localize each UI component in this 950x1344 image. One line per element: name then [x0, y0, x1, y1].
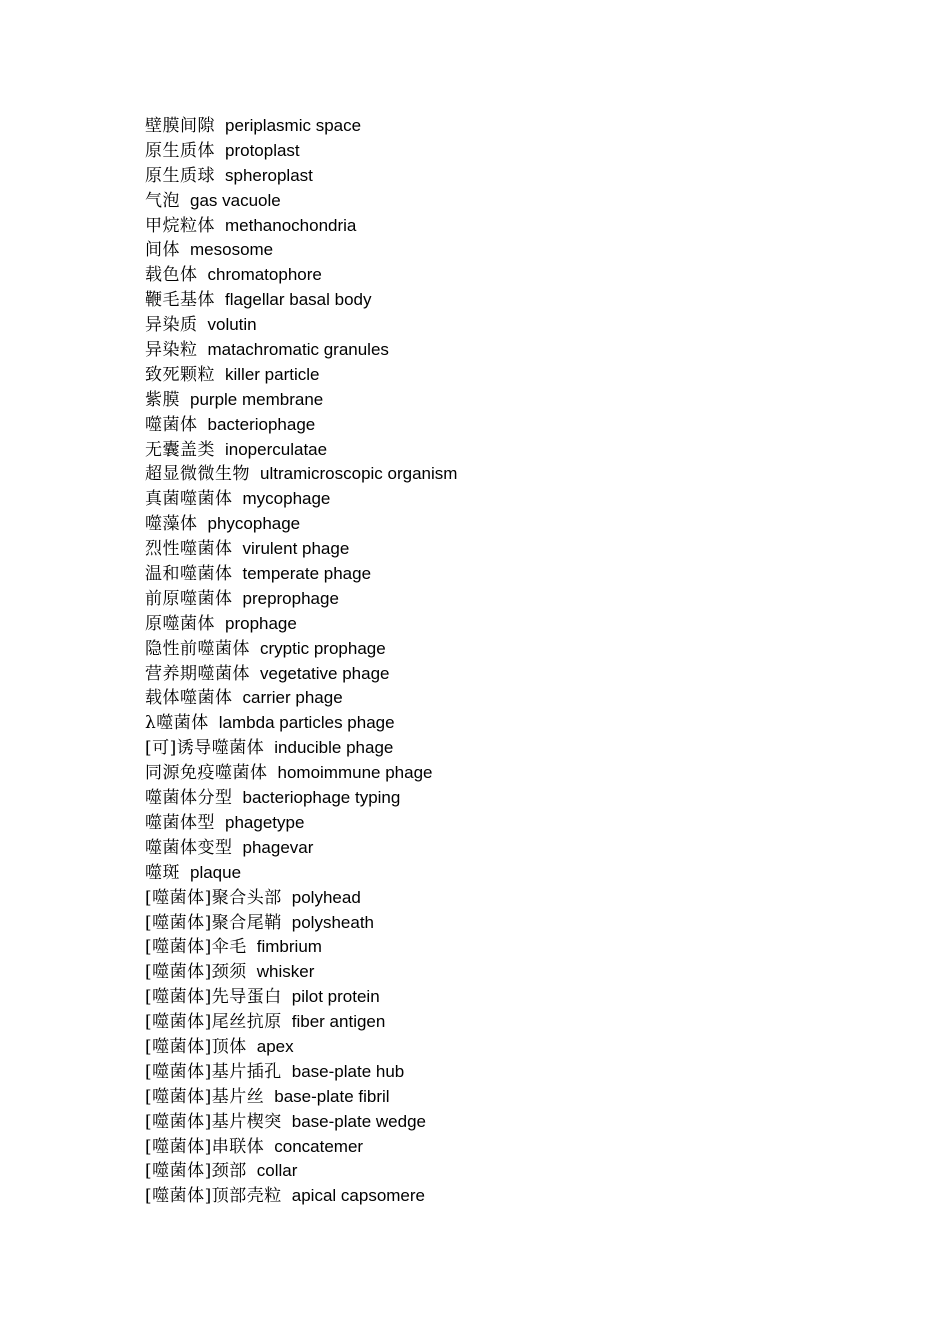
entry-chinese-term: 噬菌体分型 [145, 788, 233, 809]
glossary-entry [145, 164, 457, 189]
entry-english-term: plaque [190, 862, 242, 882]
entry-english-term: lambda particles phage [218, 713, 395, 733]
glossary-entry [145, 462, 457, 487]
entry-chinese-term: 超显微微生物 [145, 464, 250, 485]
entry-english-term: protoplast [225, 140, 300, 160]
entry-english-term: collar [256, 1161, 298, 1181]
glossary-entry [145, 1060, 457, 1085]
entry-chinese-term: 真菌噬菌体 [145, 489, 233, 510]
entry-english-term: bacteriophage [207, 414, 316, 434]
entry-english-term: bacteriophage typing [242, 788, 401, 808]
entry-english-term: homoimmune phage [277, 763, 433, 783]
entry-english-term: temperate phage [242, 564, 372, 584]
entry-chinese-term: λ噬菌体 [145, 713, 209, 734]
glossary-entry [145, 114, 457, 139]
entry-chinese-term: [噬菌体]伞毛 [145, 937, 247, 958]
glossary-entry [145, 935, 457, 960]
entry-chinese-term: 间体 [145, 240, 180, 261]
entry-english-term: periplasmic space [225, 116, 362, 135]
glossary-entry [145, 288, 457, 313]
glossary-entry [145, 1184, 457, 1209]
entry-chinese-term: 异染质 [145, 315, 198, 336]
glossary-entry [145, 662, 457, 687]
entry-english-term: fimbrium [256, 937, 322, 957]
entry-chinese-term: 致死颗粒 [145, 364, 215, 385]
entry-english-term: polyhead [291, 887, 361, 907]
glossary-entry [145, 537, 457, 562]
entry-english-term: flagellar basal body [225, 290, 372, 310]
entry-english-term: base-plate fibril [274, 1086, 390, 1106]
entry-chinese-term: 噬菌体变型 [145, 837, 233, 858]
glossary-entry [145, 637, 457, 662]
entry-chinese-term: 温和噬菌体 [145, 564, 233, 585]
entry-chinese-term: 同源免疫噬菌体 [145, 763, 268, 784]
entry-chinese-term: [噬菌体]颈须 [145, 962, 247, 983]
glossary-entry [145, 1010, 457, 1035]
entry-chinese-term: 噬斑 [145, 862, 180, 883]
entry-chinese-term: [噬菌体]基片插孔 [145, 1061, 282, 1082]
glossary-entry [145, 911, 457, 936]
entry-english-term: methanochondria [225, 215, 357, 235]
glossary-entry [145, 238, 457, 263]
glossary-entry [145, 338, 457, 363]
glossary-entry [145, 736, 457, 761]
entry-english-term: base-plate hub [291, 1061, 405, 1081]
entry-chinese-term: 壁膜间隙 [145, 116, 215, 136]
glossary-entry [145, 711, 457, 736]
glossary-entry [145, 786, 457, 811]
entry-chinese-term: 营养期噬菌体 [145, 663, 250, 684]
entry-english-term: apical capsomere [291, 1186, 426, 1206]
entry-chinese-term: 载体噬菌体 [145, 688, 233, 709]
entry-english-term: chromatophore [207, 265, 322, 285]
entry-chinese-term: 无囊盖类 [145, 439, 215, 460]
entry-english-term: preprophage [242, 588, 339, 608]
glossary-entry [145, 612, 457, 637]
glossary-entry [145, 139, 457, 164]
glossary-entry [145, 1110, 457, 1135]
glossary-entry [145, 761, 457, 786]
glossary-entry [145, 1159, 457, 1184]
entry-english-term: purple membrane [190, 389, 324, 409]
entry-english-term: phycophage [207, 514, 301, 534]
entry-chinese-term: 异染粒 [145, 340, 198, 361]
glossary-entry [145, 985, 457, 1010]
entry-english-term: prophage [225, 613, 297, 633]
entry-english-term: spheroplast [225, 165, 313, 185]
entry-chinese-term: 载色体 [145, 265, 198, 286]
entry-english-term: mycophage [242, 489, 331, 509]
entry-chinese-term: [噬菌体]顶体 [145, 1036, 247, 1057]
entry-chinese-term: 噬藻体 [145, 514, 198, 535]
entry-english-term: polysheath [291, 912, 374, 932]
glossary-entry [145, 363, 457, 388]
entry-english-term: virulent phage [242, 539, 350, 559]
glossary-entry [145, 438, 457, 463]
entry-english-term: ultramicroscopic organism [260, 464, 458, 484]
glossary-entry [145, 214, 457, 239]
entry-english-term: apex [256, 1036, 294, 1056]
glossary-entry [145, 1135, 457, 1160]
entry-chinese-term: 烈性噬菌体 [145, 539, 233, 560]
glossary-entry [145, 811, 457, 836]
entry-english-term: phagevar [242, 837, 314, 857]
entry-english-term: inoperculatae [225, 439, 328, 459]
glossary-entry [145, 313, 457, 338]
entry-english-term: cryptic prophage [260, 638, 386, 658]
entry-chinese-term: [噬菌体]尾丝抗原 [145, 1012, 282, 1033]
entry-english-term: inducible phage [274, 738, 394, 758]
entry-english-term: pilot protein [291, 987, 380, 1007]
entry-chinese-term: [噬菌体]基片楔突 [145, 1111, 282, 1132]
entry-chinese-term: 原噬菌体 [145, 613, 215, 634]
entry-chinese-term: 噬菌体 [145, 414, 198, 435]
entry-chinese-term: 气泡 [145, 190, 180, 211]
glossary-entry [145, 861, 457, 886]
entry-chinese-term: 原生质体 [145, 140, 215, 161]
entry-english-term: fiber antigen [291, 1012, 386, 1032]
entry-chinese-term: [噬菌体]串联体 [145, 1136, 265, 1157]
entry-english-term: vegetative phage [260, 663, 390, 683]
glossary-entry [145, 1035, 457, 1060]
entry-english-term: whisker [256, 962, 315, 982]
glossary-entry [145, 886, 457, 911]
glossary-entry [145, 686, 457, 711]
glossary-entry [145, 487, 457, 512]
glossary-entry [145, 836, 457, 861]
entry-chinese-term: [噬菌体]先导蛋白 [145, 987, 282, 1008]
entry-chinese-term: [噬菌体]顶部壳粒 [145, 1186, 282, 1207]
entry-chinese-term: [噬菌体]聚合尾鞘 [145, 912, 282, 933]
glossary-entry [145, 263, 457, 288]
entry-english-term: concatemer [274, 1136, 364, 1156]
entry-english-term: carrier phage [242, 688, 343, 708]
glossary-entry [145, 189, 457, 214]
glossary-list [145, 114, 457, 1209]
glossary-entry [145, 562, 457, 587]
entry-chinese-term: 甲烷粒体 [145, 215, 215, 236]
entry-chinese-term: [噬菌体]聚合头部 [145, 887, 282, 908]
entry-chinese-term: 原生质球 [145, 165, 215, 186]
glossary-entry [145, 1085, 457, 1110]
entry-english-term: phagetype [225, 812, 305, 832]
entry-chinese-term: [可]诱导噬菌体 [145, 738, 265, 759]
glossary-entry [145, 512, 457, 537]
entry-chinese-term: [噬菌体]基片丝 [145, 1086, 265, 1107]
entry-english-term: killer particle [225, 364, 320, 384]
entry-chinese-term: 前原噬菌体 [145, 588, 233, 609]
entry-chinese-term: 鞭毛基体 [145, 290, 215, 311]
entry-chinese-term: 紫膜 [145, 389, 180, 410]
entry-english-term: volutin [207, 315, 257, 335]
entry-chinese-term: 噬菌体型 [145, 812, 215, 833]
glossary-entry [145, 388, 457, 413]
entry-chinese-term: 隐性前噬菌体 [145, 638, 250, 659]
entry-english-term: matachromatic granules [207, 340, 389, 360]
glossary-entry [145, 960, 457, 985]
entry-chinese-term: [噬菌体]颈部 [145, 1161, 247, 1182]
glossary-entry [145, 413, 457, 438]
entry-english-term: mesosome [190, 240, 274, 260]
glossary-entry [145, 587, 457, 612]
entry-english-term: base-plate wedge [291, 1111, 426, 1131]
entry-english-term: gas vacuole [190, 190, 281, 210]
